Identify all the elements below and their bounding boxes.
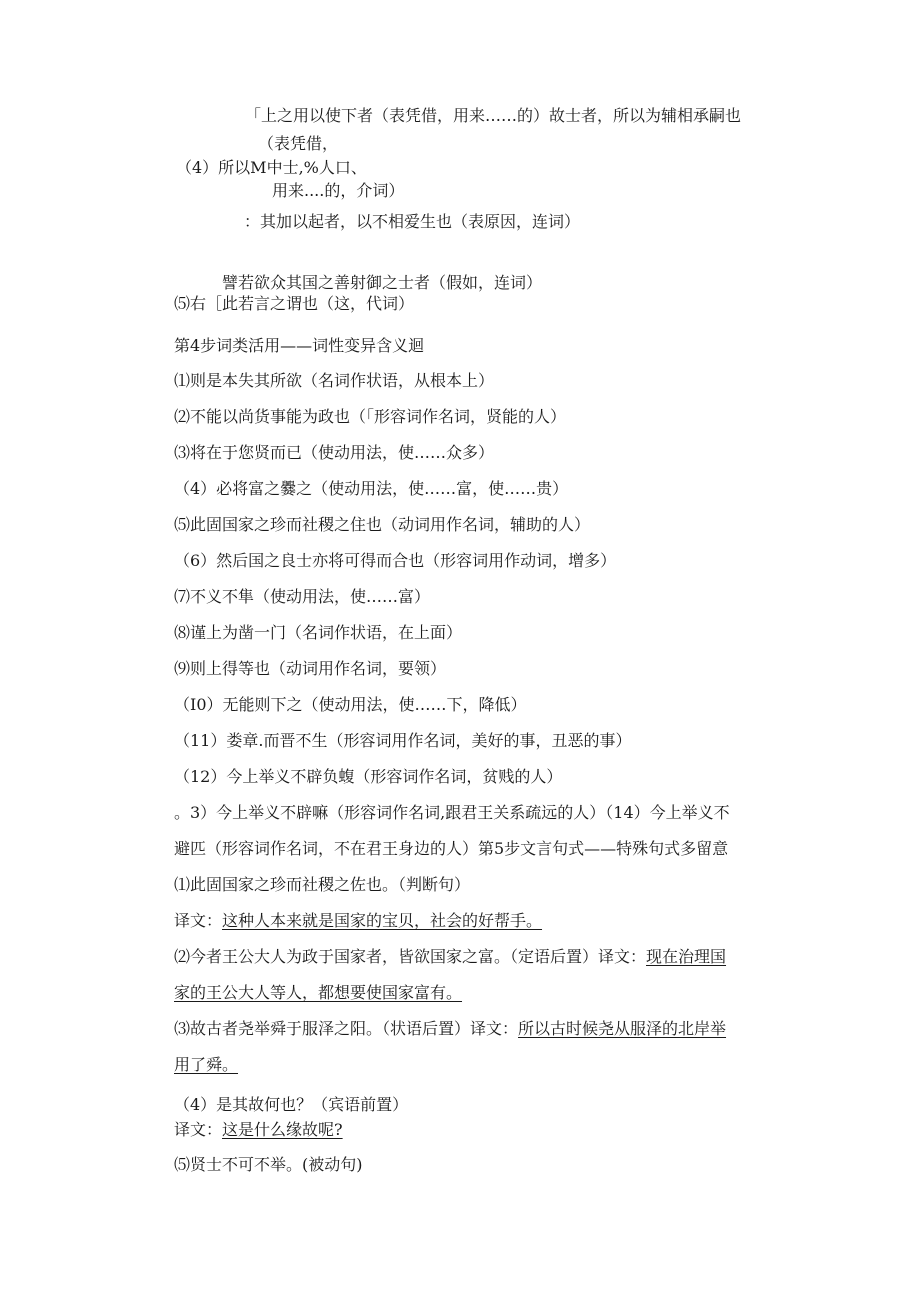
translation xyxy=(174,1120,343,1140)
sentence xyxy=(174,947,726,967)
list-item: ⑻谨上为凿一门（名词作状语，在上面） xyxy=(174,623,463,642)
translation-text: 用了舜。 xyxy=(174,1055,239,1074)
sentence-text: ⑵今者王公大人为政于国家者，皆欲国家之富。（定语后置）译文： xyxy=(174,947,647,966)
text-line: 用来....的，介词） xyxy=(272,181,405,200)
text-line: ：其加以起者，以不相爱生也（表原因，连词） xyxy=(244,212,581,231)
list-item: （I0）无能则下之（使动用法，使……下，降低） xyxy=(174,695,527,714)
list-item: ⑸此固国家之珍而社稷之住也（动词用作名词，辅助的人） xyxy=(174,515,591,534)
text-line: 避匹（形容词作名词，不在君王身边的人）第5步文言句式——特殊句式多留意 xyxy=(174,839,729,858)
sentence: （4）是其故何也？（宾语前置） xyxy=(174,1095,409,1114)
text-line: （表凭借， xyxy=(258,134,339,153)
translation-text: 这种人本来就是国家的宝贝，社会的好帮手。 xyxy=(222,911,543,930)
text-line: （4）所以M中士,%人口、 xyxy=(176,158,367,177)
sentence-text: ⑶故古者尧举舜于服泽之阳。（状语后置）译文： xyxy=(174,1019,519,1038)
translation xyxy=(174,911,542,931)
section-heading: 第4步词类活用——词性变异含义迴 xyxy=(174,336,425,355)
list-item: ⑵不能以尚货事能为政也（「形容词作名词，贤能的人） xyxy=(174,407,567,426)
translation-text: 所以古时候尧从服泽的北岸举 xyxy=(518,1019,727,1038)
list-item: ⑴则是本失其所欲（名词作状语，从根本上） xyxy=(174,371,495,390)
translation-text: 这是什么缘故呢? xyxy=(222,1120,343,1139)
list-item: （12）今上举义不辟负蝮（形容词作名词，贫贱的人） xyxy=(174,767,563,786)
translation-label: 译文： xyxy=(174,911,223,930)
list-item: （4）必将富之爨之（使动用法，使……富，使……贵） xyxy=(174,479,569,498)
list-item: ⑺不义不隼（使动用法，使……富） xyxy=(174,587,431,606)
translation xyxy=(174,983,462,1003)
translation-text: 现在治理国 xyxy=(646,947,727,966)
text-line: 譬若欲众其国之善射御之士者（假如，连词） xyxy=(222,273,543,292)
sentence xyxy=(174,1019,726,1039)
translation xyxy=(174,1055,238,1075)
sentence: ⑴此固国家之珍而社稷之佐也。（判断句） xyxy=(174,875,471,894)
list-item: （11）娄章.而晋不生（形容词用作名词，美好的事，丑恶的事） xyxy=(174,731,632,750)
list-item: （6）然后国之良士亦将可得而合也（形容词用作动词，增多） xyxy=(174,551,617,570)
text-line: 「上之用以使下者（表凭借，用来……的）故士者，所以为辅相承嗣也 xyxy=(245,106,742,125)
list-item: ⑼则上得等也（动词用作名词，要领） xyxy=(174,659,447,678)
translation-text: 家的王公大人等人，都想要使国家富有。 xyxy=(174,983,463,1002)
translation-label: 译文： xyxy=(174,1120,223,1139)
text-line: 。3）今上举义不辟嘛（形容词作名词,跟君王关系疏远的人）（14）今上举义不 xyxy=(174,803,730,822)
list-item: ⑶将在于您贤而已（使动用法，使……众多） xyxy=(174,443,495,462)
sentence: ⑸贤士不可不举。(被动句) xyxy=(174,1155,363,1174)
text-line: ⑸右［此若言之谓也（这，代词） xyxy=(174,294,415,313)
